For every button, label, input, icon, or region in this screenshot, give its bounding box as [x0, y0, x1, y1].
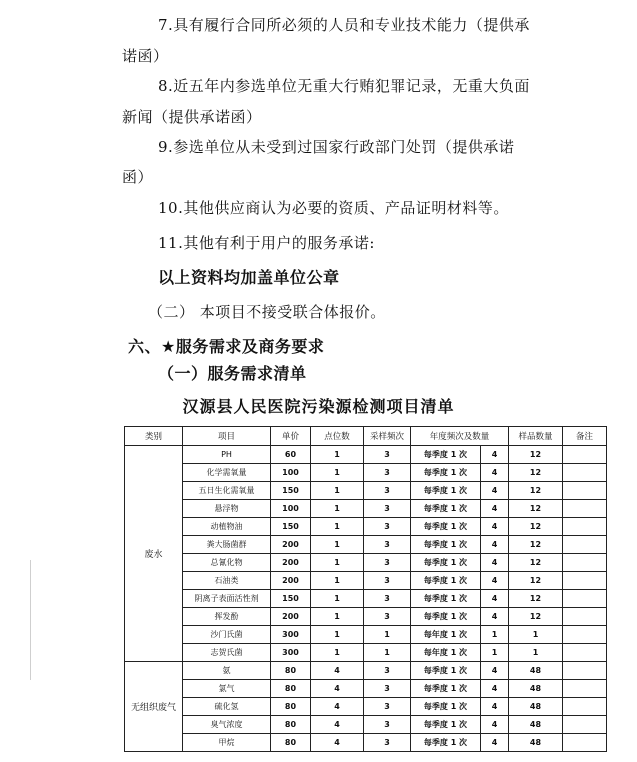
cell-points: 1	[311, 482, 364, 500]
table-row	[125, 698, 607, 716]
cell-points: 1	[311, 518, 364, 536]
cell-quantity: 1	[481, 626, 509, 644]
section-6-heading: 六、★服务需求及商务要求	[128, 337, 325, 356]
cell-note	[563, 446, 607, 464]
header-points: 点位数	[311, 427, 364, 446]
table-row	[125, 734, 607, 752]
cell-frequency: 3	[364, 518, 411, 536]
cell-quantity: 4	[481, 608, 509, 626]
cell-samples: 12	[509, 536, 563, 554]
cell-price: 200	[271, 572, 311, 590]
paragraph-10: 10.其他供应商认为必要的资质、产品证明材料等。	[158, 199, 509, 217]
table-row	[125, 626, 607, 644]
cell-quantity: 4	[481, 500, 509, 518]
table-row	[125, 446, 607, 464]
cell-quantity: 4	[481, 734, 509, 752]
cell-price: 200	[271, 608, 311, 626]
cell-frequency: 3	[364, 698, 411, 716]
cell-item: 粪大肠菌群	[183, 536, 271, 554]
cell-note	[563, 662, 607, 680]
cell-annual: 每季度 1 次	[411, 572, 481, 590]
cell-frequency: 3	[364, 536, 411, 554]
cell-quantity: 4	[481, 698, 509, 716]
inspection-items-table	[124, 426, 607, 752]
scan-edge-mark	[30, 560, 31, 680]
header-price: 单价	[271, 427, 311, 446]
cell-price: 80	[271, 698, 311, 716]
cell-annual: 每年度 1 次	[411, 644, 481, 662]
cell-item: 悬浮物	[183, 500, 271, 518]
cell-frequency: 3	[364, 716, 411, 734]
header-note: 备注	[563, 427, 607, 446]
cell-points: 1	[311, 554, 364, 572]
cell-price: 150	[271, 518, 311, 536]
cell-price: 200	[271, 554, 311, 572]
cell-frequency: 3	[364, 554, 411, 572]
cell-note	[563, 734, 607, 752]
cell-note	[563, 680, 607, 698]
cell-quantity: 4	[481, 518, 509, 536]
paragraph-7-line2: 诺函）	[122, 47, 169, 65]
cell-frequency: 3	[364, 464, 411, 482]
cell-quantity: 4	[481, 572, 509, 590]
cell-points: 1	[311, 536, 364, 554]
cell-points: 4	[311, 662, 364, 680]
paragraph-7-line1: 7.具有履行合同所必须的人员和专业技术能力（提供承	[158, 16, 530, 34]
cell-note	[563, 536, 607, 554]
cell-quantity: 4	[481, 554, 509, 572]
cell-points: 4	[311, 698, 364, 716]
cell-price: 200	[271, 536, 311, 554]
header-item: 项目	[183, 427, 271, 446]
cell-quantity: 1	[481, 644, 509, 662]
cell-item: 臭气浓度	[183, 716, 271, 734]
table-row	[125, 644, 607, 662]
cell-points: 4	[311, 680, 364, 698]
cell-frequency: 3	[364, 734, 411, 752]
cell-samples: 48	[509, 680, 563, 698]
cell-quantity: 4	[481, 536, 509, 554]
cell-annual: 每季度 1 次	[411, 662, 481, 680]
cell-points: 1	[311, 500, 364, 518]
cell-note	[563, 554, 607, 572]
header-category: 类别	[125, 427, 183, 446]
cell-frequency: 3	[364, 662, 411, 680]
cell-note	[563, 716, 607, 734]
cell-frequency: 3	[364, 680, 411, 698]
cell-points: 1	[311, 464, 364, 482]
cell-quantity: 4	[481, 464, 509, 482]
cell-points: 1	[311, 572, 364, 590]
cell-samples: 12	[509, 482, 563, 500]
cell-annual: 每季度 1 次	[411, 680, 481, 698]
cell-annual: 每季度 1 次	[411, 608, 481, 626]
cell-price: 80	[271, 662, 311, 680]
cell-item: 五日生化需氧量	[183, 482, 271, 500]
table-title: 汉源县人民医院污染源检测项目清单	[182, 397, 455, 416]
cell-item: 石油类	[183, 572, 271, 590]
cell-points: 4	[311, 734, 364, 752]
cell-samples: 48	[509, 698, 563, 716]
cell-price: 100	[271, 500, 311, 518]
cell-samples: 12	[509, 554, 563, 572]
cell-points: 1	[311, 590, 364, 608]
table-row	[125, 536, 607, 554]
table-row	[125, 680, 607, 698]
cell-quantity: 4	[481, 446, 509, 464]
cell-price: 300	[271, 644, 311, 662]
cell-category: 废水	[125, 446, 183, 662]
cell-item: 沙门氏菌	[183, 626, 271, 644]
cell-samples: 12	[509, 518, 563, 536]
cell-note	[563, 518, 607, 536]
cell-item: 志贺氏菌	[183, 644, 271, 662]
cell-samples: 12	[509, 590, 563, 608]
table-row	[125, 464, 607, 482]
cell-note	[563, 464, 607, 482]
paragraph-11: 11.其他有利于用户的服务承诺:	[158, 234, 375, 252]
cell-annual: 每季度 1 次	[411, 518, 481, 536]
cell-frequency: 3	[364, 446, 411, 464]
table-row	[125, 662, 607, 680]
cell-points: 1	[311, 626, 364, 644]
cell-item: 氯气	[183, 680, 271, 698]
header-frequency: 采样频次	[364, 427, 411, 446]
header-annual: 年度频次及数量	[411, 427, 509, 446]
cell-samples: 1	[509, 626, 563, 644]
seal-note: 以上资料均加盖单位公章	[158, 268, 340, 287]
paragraph-8-line2: 新闻（提供承诺函）	[122, 108, 262, 126]
cell-points: 1	[311, 608, 364, 626]
cell-frequency: 1	[364, 644, 411, 662]
cell-quantity: 4	[481, 590, 509, 608]
cell-samples: 48	[509, 662, 563, 680]
table-row	[125, 500, 607, 518]
paragraph-8-line1: 8.近五年内参选单位无重大行贿犯罪记录，无重大负面	[158, 77, 530, 95]
cell-frequency: 1	[364, 626, 411, 644]
cell-price: 80	[271, 716, 311, 734]
cell-frequency: 3	[364, 590, 411, 608]
table-row	[125, 482, 607, 500]
cell-annual: 每季度 1 次	[411, 482, 481, 500]
paragraph-9-line2: 函）	[122, 168, 154, 186]
header-samples: 样品数量	[509, 427, 563, 446]
cell-annual: 每季度 1 次	[411, 464, 481, 482]
cell-quantity: 4	[481, 716, 509, 734]
section-6-1-heading: （一）服务需求清单	[158, 364, 307, 383]
cell-item: 总氰化物	[183, 554, 271, 572]
cell-note	[563, 572, 607, 590]
cell-points: 4	[311, 716, 364, 734]
cell-annual: 每季度 1 次	[411, 500, 481, 518]
cell-price: 60	[271, 446, 311, 464]
cell-samples: 12	[509, 608, 563, 626]
cell-item: 氨	[183, 662, 271, 680]
cell-annual: 每季度 1 次	[411, 698, 481, 716]
cell-price: 80	[271, 734, 311, 752]
cell-price: 150	[271, 482, 311, 500]
cell-note	[563, 644, 607, 662]
cell-frequency: 3	[364, 608, 411, 626]
cell-annual: 每年度 1 次	[411, 626, 481, 644]
cell-quantity: 4	[481, 680, 509, 698]
cell-note	[563, 590, 607, 608]
table-row	[125, 608, 607, 626]
cell-annual: 每季度 1 次	[411, 716, 481, 734]
cell-quantity: 4	[481, 662, 509, 680]
cell-samples: 1	[509, 644, 563, 662]
cell-samples: 12	[509, 446, 563, 464]
cell-annual: 每季度 1 次	[411, 554, 481, 572]
cell-frequency: 3	[364, 500, 411, 518]
cell-samples: 12	[509, 500, 563, 518]
cell-annual: 每季度 1 次	[411, 536, 481, 554]
table-row	[125, 554, 607, 572]
cell-item: 挥发酚	[183, 608, 271, 626]
cell-samples: 48	[509, 716, 563, 734]
cell-item: 阴离子表面活性剂	[183, 590, 271, 608]
cell-item: 化学需氧量	[183, 464, 271, 482]
joint-bid-note: （二） 本项目不接受联合体报价。	[148, 303, 386, 321]
cell-item: 硫化氢	[183, 698, 271, 716]
cell-annual: 每季度 1 次	[411, 734, 481, 752]
cell-item: 动植物油	[183, 518, 271, 536]
cell-points: 1	[311, 644, 364, 662]
cell-samples: 12	[509, 464, 563, 482]
cell-note	[563, 482, 607, 500]
cell-item: PH	[183, 446, 271, 464]
cell-note	[563, 698, 607, 716]
cell-price: 150	[271, 590, 311, 608]
cell-annual: 每季度 1 次	[411, 590, 481, 608]
table-row	[125, 518, 607, 536]
cell-samples: 48	[509, 734, 563, 752]
table-header-row	[125, 427, 607, 446]
cell-price: 100	[271, 464, 311, 482]
cell-note	[563, 626, 607, 644]
table-row	[125, 590, 607, 608]
cell-frequency: 3	[364, 572, 411, 590]
cell-note	[563, 608, 607, 626]
paragraph-9-line1: 9.参选单位从未受到过国家行政部门处罚（提供承诺	[158, 138, 515, 156]
table-row	[125, 572, 607, 590]
cell-item: 甲烷	[183, 734, 271, 752]
cell-price: 80	[271, 680, 311, 698]
cell-category: 无组织废气	[125, 662, 183, 752]
cell-note	[563, 500, 607, 518]
cell-points: 1	[311, 446, 364, 464]
cell-frequency: 3	[364, 482, 411, 500]
cell-samples: 12	[509, 572, 563, 590]
table-row	[125, 716, 607, 734]
cell-quantity: 4	[481, 482, 509, 500]
cell-price: 300	[271, 626, 311, 644]
cell-annual: 每季度 1 次	[411, 446, 481, 464]
